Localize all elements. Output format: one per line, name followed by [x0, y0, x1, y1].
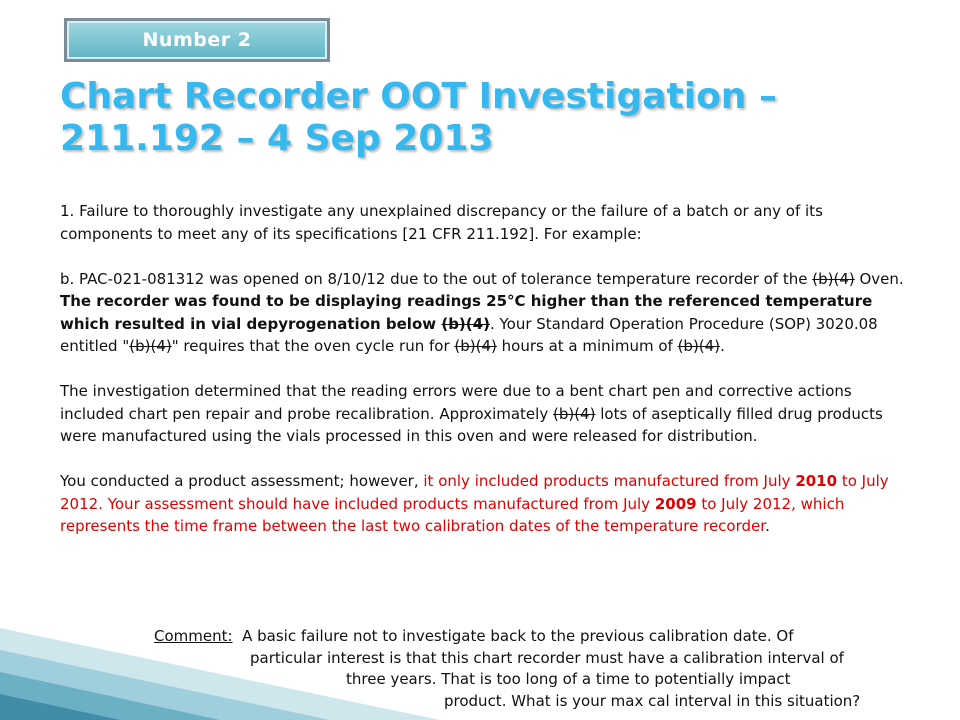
redaction: (b)(4)	[454, 337, 497, 355]
highlighted-text: to July 2012. Your assessment should have included products manufactured from July	[60, 472, 889, 513]
redaction: (b)(4)	[129, 337, 172, 355]
corner-decoration	[0, 610, 440, 720]
bold-finding: The recorder was found to be displaying readings 25°C higher than the referenced temperature which resulted in vial depyrogenation below	[60, 292, 873, 333]
number-label: Number 2	[142, 29, 252, 51]
comment-line-2: particular interest is that this chart recorder must have a calibration interval of	[250, 648, 844, 667]
highlighted-text: it only included products manufactured from July	[423, 472, 796, 490]
redaction: (b)(4)	[441, 314, 490, 333]
slide-title: Chart Recorder OOT Investigation – 211.192 – 4 Sep 2013	[60, 76, 777, 159]
paragraph-2: b. PAC-021-081312 was opened on 8/10/12 due to the out of tolerance temperature recorder of the (b)(4) Oven. The recorder was found to be displaying readings 25°C higher than the referenced temperature which resulted in vial depyrogenation below (b)(4). Your Standard Operation Procedure (SOP) 3020.08 entitled "(b)(4)" requires that the oven cycle run for (b)(4) hours at a minimum of (b)(4).	[60, 269, 904, 355]
paragraph-3: The investigation determined that the reading errors were due to a bent chart pen and corrective actions included chart pen repair and probe recalibration. Approximately (b)(4) lots of aseptically filled drug products were manufactured using the vials processed in this oven and were released for distribution.	[60, 382, 883, 445]
comment-line-3: three years. That is too long of a time to potentially impact	[346, 670, 791, 688]
highlighted-year: 2010	[795, 472, 838, 490]
redaction: (b)(4)	[677, 337, 721, 355]
paragraph-4: You conducted a product assessment; however, it only included products manufactured from July 2010 to July 2012. Your assessment should have included products manufactured from July 2009 to July 2012, which represents the time frame between the last two calibration dates of the temperature recorder.	[60, 472, 889, 535]
slide-body	[60, 200, 910, 560]
redaction: (b)(4)	[812, 269, 855, 288]
comment-line-4: product. What is your max cal interval in this situation?	[444, 691, 861, 710]
comment-label: Comment:	[154, 627, 233, 645]
redaction: (b)(4)	[552, 404, 596, 423]
highlighted-year: 2009	[654, 494, 697, 513]
paragraph-1: 1. Failure to thoroughly investigate any unexplained discrepancy or the failure of a batch or any of its components to meet any of its specifications [21 CFR 211.192]. For example:	[60, 202, 823, 243]
highlighted-text: to July 2012, which represents the time frame between the last two calibration dates of the temperature recorder	[60, 494, 845, 535]
number-label-tab	[64, 18, 330, 62]
comment-line-1: Comment: A basic failure not to investigate back to the previous calibration date. Of	[154, 627, 794, 645]
